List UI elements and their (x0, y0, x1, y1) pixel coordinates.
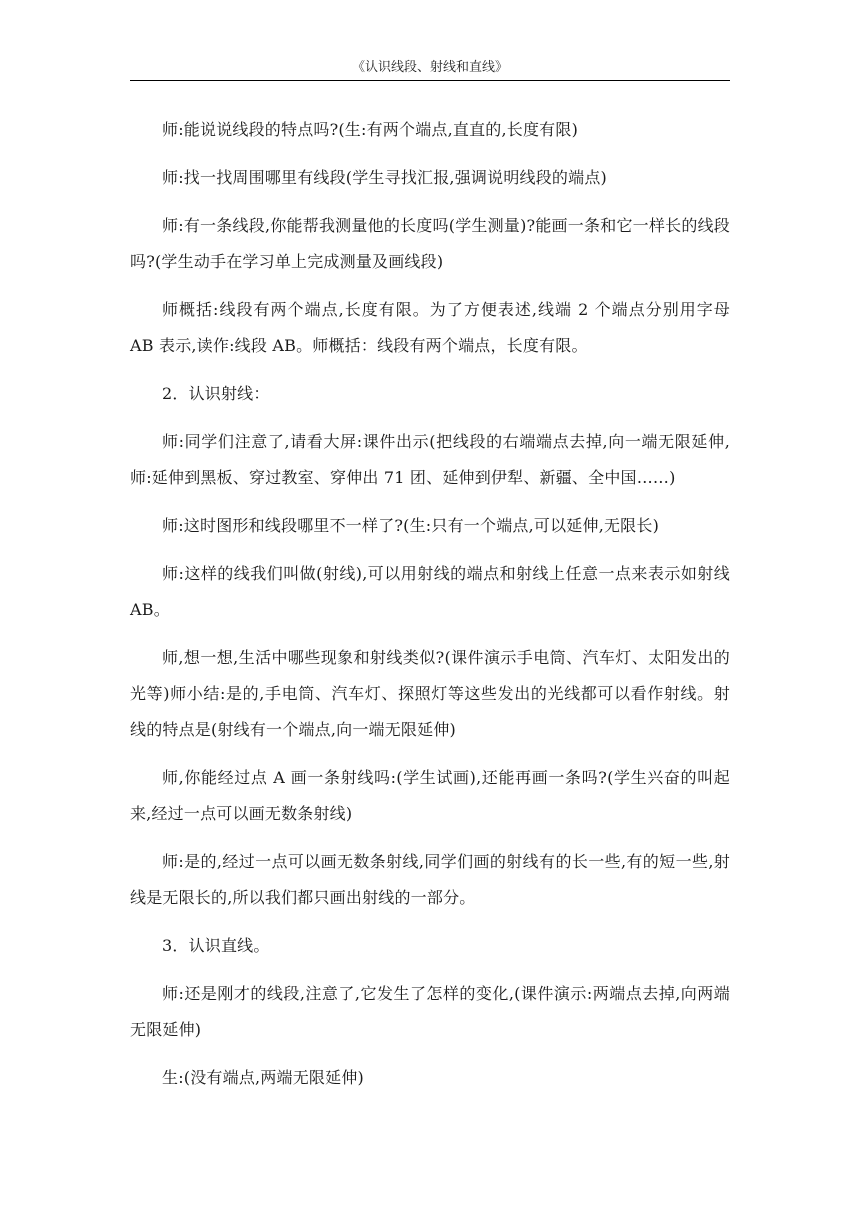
paragraph: 师:同学们注意了,请看大屏:课件出示(把线段的右端端点去掉,向一端无限延伸,师:延伸到黑板、穿过教室、穿伸出 71 团、延伸到伊犁、新疆、全中国……) (130, 432, 730, 487)
document-body (130, 112, 730, 1108)
paragraph: 师,你能经过点 A 画一条射线吗:(学生试画),还能再画一条吗?(学生兴奋的叫起来,经过一点可以画无数条射线) (130, 768, 730, 823)
paragraph: 师:还是刚才的线段,注意了,它发生了怎样的变化,(课件演示:两端点去掉,向两端无限延伸) (130, 984, 730, 1039)
header-title: 《认识线段、射线和直线》 (351, 60, 508, 75)
paragraph: 师:能说说线段的特点吗?(生:有两个端点,直直的,长度有限) (162, 120, 579, 139)
section-heading-lines: 3．认识直线。 (162, 936, 270, 955)
paragraph: 师:有一条线段,你能帮我测量他的长度吗(学生测量)?能画一条和它一样长的线段吗?(学生动手在学习单上完成测量及画线段) (130, 216, 730, 271)
paragraph: 师:找一找周围哪里有线段(学生寻找汇报,强调说明线段的端点) (162, 168, 607, 187)
paragraph: 师:这时图形和线段哪里不一样了?(生:只有一个端点,可以延伸,无限长) (162, 516, 660, 535)
paragraph: 师:是的,经过一点可以画无数条射线,同学们画的射线有的长一些,有的短一些,射线是无限长的,所以我们都只画出射线的一部分。 (130, 852, 730, 907)
section-heading-rays: 2．认识射线： (162, 384, 270, 403)
page-header (130, 56, 730, 81)
paragraph: 师,想一想,生活中哪些现象和射线类似?(课件演示手电筒、汽车灯、太阳发出的光等)师小结:是的,手电筒、汽车灯、探照灯等这些发出的光线都可以看作射线。射线的特点是(射线有一个端点,向一端无限延伸) (130, 648, 730, 739)
paragraph: 师:这样的线我们叫做(射线),可以用射线的端点和射线上任意一点来表示如射线 AB。 (130, 564, 730, 619)
paragraph: 师概括:线段有两个端点,长度有限。为了方便表述,线端 2 个端点分别用字母 AB 表示,读作:线段 AB。师概括：线段有两个端点，长度有限。 (130, 300, 730, 355)
paragraph: 生:(没有端点,两端无限延伸) (162, 1068, 364, 1087)
